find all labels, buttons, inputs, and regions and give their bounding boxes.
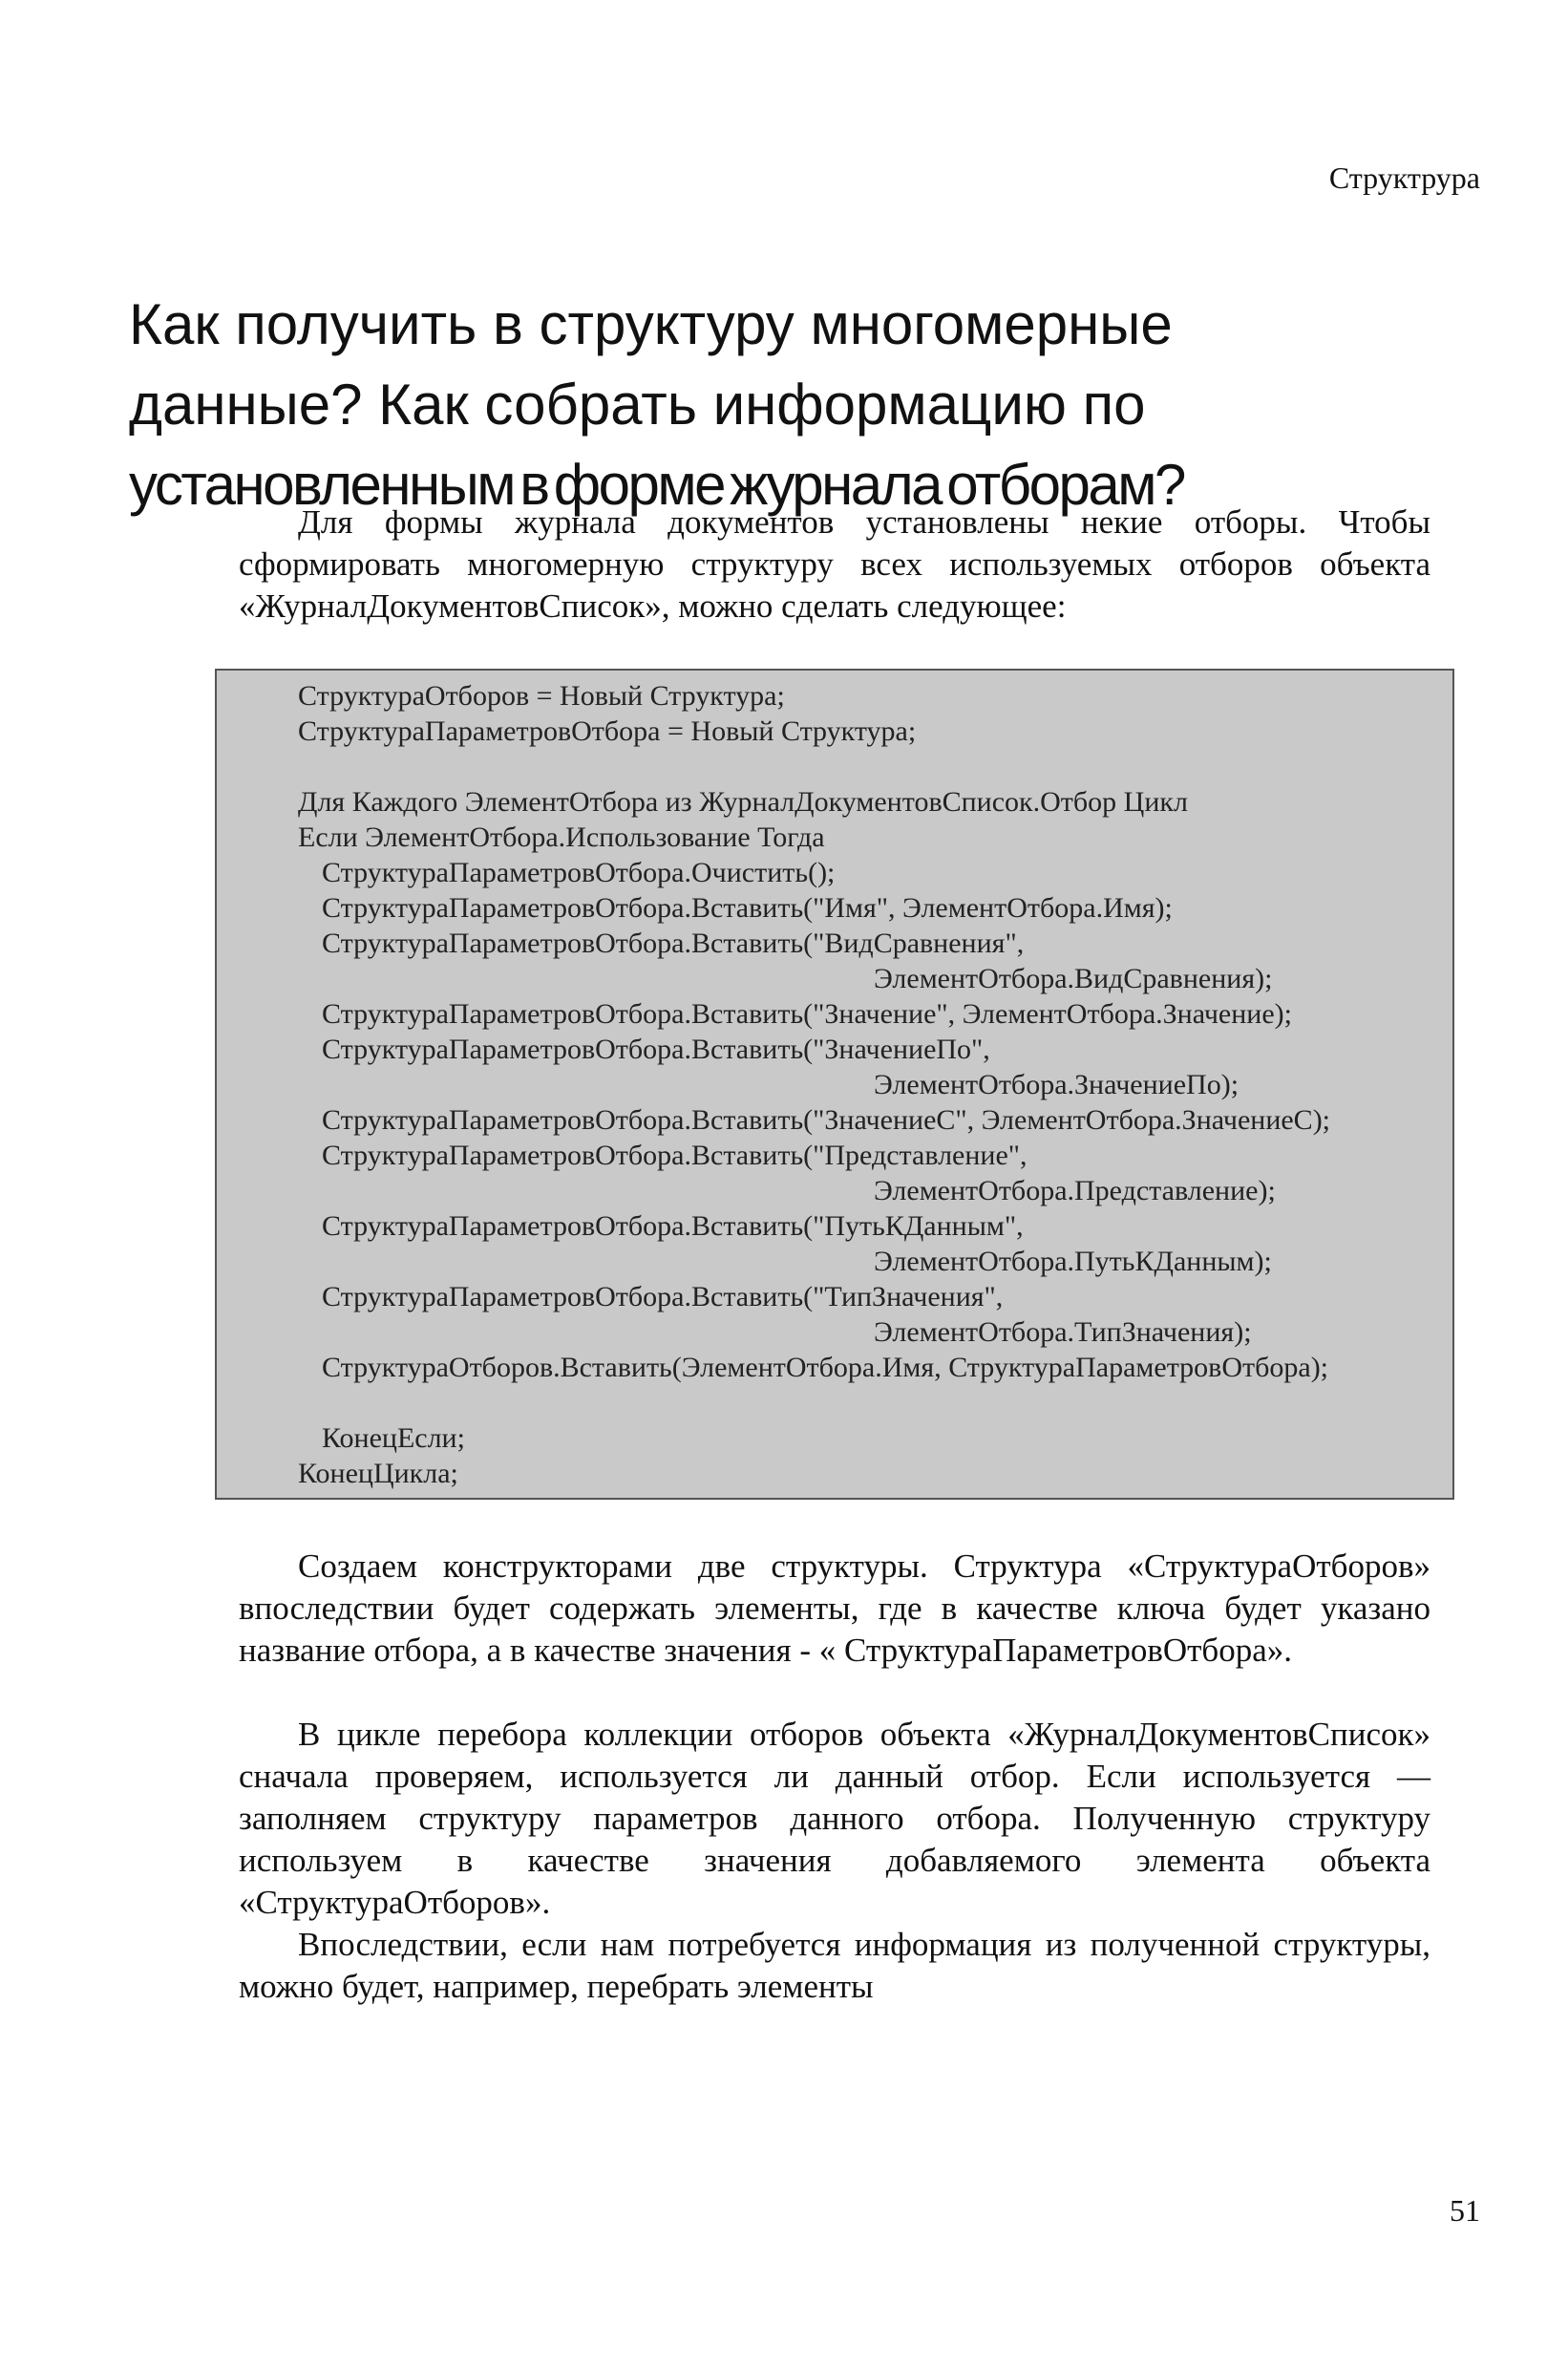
code-line: Для Каждого ЭлементОтбора из ЖурналДокументовСписок.Отбор Цикл <box>298 786 1188 818</box>
code-line: ЭлементОтбора.ПутьКДанным); <box>874 1246 1272 1277</box>
code-line: КонецЕсли; <box>322 1422 465 1454</box>
code-line: СтруктураПараметровОтбора = Новый Структура; <box>298 715 917 747</box>
code-line: ЭлементОтбора.ЗначениеПо); <box>874 1069 1240 1100</box>
title-line-1: Как получить в структуру многомерные <box>129 292 1173 356</box>
title-line-2: данные? Как собрать информацию по <box>129 373 1146 437</box>
code-listing <box>215 669 1454 1500</box>
code-line: СтруктураПараметровОтбора.Вставить("Значение", ЭлементОтбора.Значение); <box>322 998 1293 1030</box>
page-number: 51 <box>1450 2193 1480 2228</box>
code-line: Если ЭлементОтбора.Использование Тогда <box>298 821 825 853</box>
code-line: КонецЦикла; <box>298 1458 458 1489</box>
code-line: СтруктураПараметровОтбора.Вставить("ТипЗначения", <box>322 1281 1004 1312</box>
intro-paragraph: Для формы журнала документов установлены некие отборы. Чтобы сформировать многомерную структуру всех используемых отборов объекта «ЖурналДокументовСписок», можно сделать следующее: <box>239 503 1430 625</box>
code-line: СтруктураОтборов.Вставить(ЭлементОтбора.Имя, СтруктураПараметровОтбора); <box>322 1352 1329 1383</box>
code-line: ЭлементОтбора.ТипЗначения); <box>874 1316 1252 1348</box>
code-line: СтруктураОтборов = Новый Структура; <box>298 680 785 712</box>
running-header: Структрура <box>1328 160 1480 195</box>
loop-paragraph: В цикле перебора коллекции отборов объекта «ЖурналДокументовСписок» сначала проверяем, используется ли данный отбор. Если используется — заполняем структуру параметров данного отбора. Полученную структуру используем в качестве значения добавляемого элемента объекта «СтруктураОтборов». <box>239 1716 1430 1921</box>
code-line: СтруктураПараметровОтбора.Вставить("Представление", <box>322 1140 1028 1171</box>
code-line: СтруктураПараметровОтбора.Очистить(); <box>322 857 836 888</box>
page-title <box>129 285 1447 525</box>
code-line: ЭлементОтбора.ВидСравнения); <box>874 963 1273 994</box>
title-line-3: установленным в форме журнала отборам? <box>129 453 1184 517</box>
code-line: СтруктураПараметровОтбора.Вставить("ЗначениеПо", <box>322 1034 990 1065</box>
code-line: СтруктураПараметровОтбора.Вставить("ВидСравнения", <box>322 928 1025 959</box>
create-paragraph: Создаем конструкторами две структуры. Структура «СтруктураОтборов» впоследствии будет содержать элементы, где в качестве ключа будет указано название отбора, а в качестве значения - « СтруктураПараметровОтбора». <box>239 1547 1430 1669</box>
code-line: ЭлементОтбора.Представление); <box>874 1175 1276 1206</box>
later-paragraph: Впоследствии, если нам потребуется информация из полученной структуры, можно будет, например, перебрать элементы <box>239 1926 1430 2005</box>
code-line: СтруктураПараметровОтбора.Вставить("ЗначениеС", ЭлементОтбора.ЗначениеС); <box>322 1104 1331 1136</box>
code-line: СтруктураПараметровОтбора.Вставить("ПутьКДанным", <box>322 1210 1024 1242</box>
code-line: СтруктураПараметровОтбора.Вставить("Имя", ЭлементОтбора.Имя); <box>322 892 1173 924</box>
